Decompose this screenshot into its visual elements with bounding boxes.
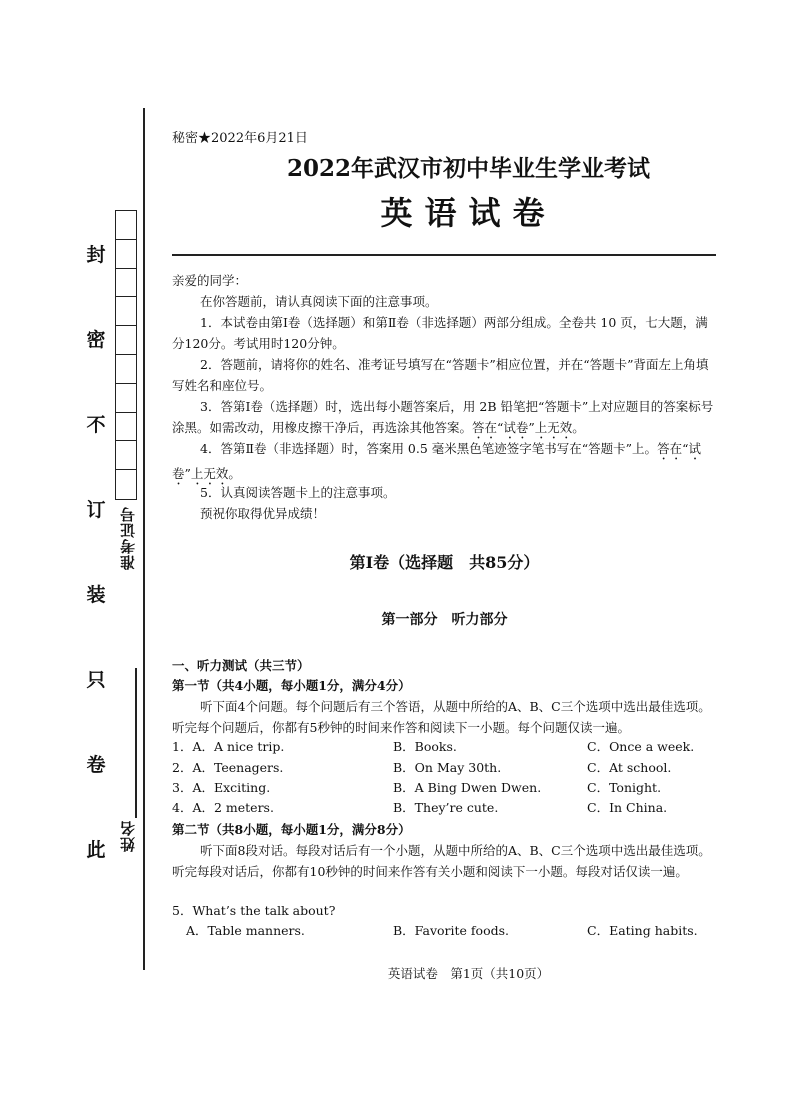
- option-a: A．Table manners.: [186, 923, 305, 938]
- binding-char: 密: [86, 329, 106, 351]
- option-b: B．A Bing Dwen Dwen.: [393, 780, 542, 795]
- binding-char: 不: [86, 414, 106, 436]
- option-a: 2．A．Teenagers.: [172, 760, 284, 775]
- binding-char: 卷: [86, 754, 106, 776]
- binding-char: 封: [86, 244, 106, 266]
- question-heading: 一、听力测试（共三节）: [172, 658, 310, 673]
- binding-line: [143, 108, 145, 970]
- name-label: 姓名: [119, 820, 137, 852]
- question-5: 5．What’s the talk about?: [172, 903, 336, 918]
- section-title: 第一部分 听力部分: [381, 612, 508, 628]
- notice-intro: 在你答题前，请认真阅读下面的注意事项。: [200, 294, 438, 309]
- option-c: C．Once a week.: [587, 739, 695, 754]
- notice-item-1: 1．本试卷由第Ⅰ卷（选择题）和第Ⅱ卷（非选择题）两部分组成。全卷共 10 页，七大题，满分120分。考试用时120分钟。: [172, 315, 708, 351]
- option-c: C．Tonight.: [587, 780, 662, 795]
- secret-date: 秘密★2022年6月21日: [172, 131, 308, 146]
- option-c: C．Eating habits.: [587, 923, 698, 938]
- exam-title: 2022年武汉市初中毕业生学业考试: [286, 155, 650, 182]
- subsection-1-heading: 第一节（共4小题，每小题1分，满分4分）: [172, 678, 411, 693]
- option-b: B．Favorite foods.: [393, 923, 509, 938]
- subject-title: 英语试卷: [380, 194, 557, 232]
- option-a: 3．A．Exciting.: [172, 780, 271, 795]
- binding-char: 此: [86, 839, 106, 861]
- exam-id-grid: [115, 210, 137, 500]
- greeting: 亲爱的同学：: [172, 273, 248, 288]
- option-a: 1．A．A nice trip.: [172, 739, 285, 754]
- header-rule: [172, 254, 716, 256]
- subsection-1-instructions: 听下面4个问题。每个问题后有三个答语，从题中所给的A、B、C三个选项中选出最佳选项。听完每个问题后，你都有5秒钟的时间来作答和阅读下一小题。每个问题仅读一遍。: [172, 699, 711, 735]
- option-a: 4．A．2 meters.: [172, 800, 274, 815]
- notice-item-3: 3．答第Ⅰ卷（选择题）时，选出每小题答案后，用 2B 铅笔把“答题卡”上对应题目的答案标号涂黑。如需改动，用橡皮擦干净后，再选涂其他答案。答在“试卷”上无效。: [172, 399, 714, 435]
- page-footer: 英语试卷 第1页（共10页）: [387, 966, 550, 981]
- emphasis-text: 答在“试卷”上无效: [172, 441, 701, 481]
- option-b: B．On May 30th.: [393, 760, 502, 775]
- good-luck: 预祝你取得优异成绩！: [200, 506, 326, 521]
- notice-item-5: 5．认真阅读答题卡上的注意事项。: [200, 485, 396, 500]
- name-underline: [135, 668, 137, 818]
- binding-char: 装: [86, 584, 106, 606]
- option-b: B．Books.: [393, 739, 457, 754]
- notice-item-2: 2．答题前，请将你的姓名、准考证号填写在“答题卡”相应位置，并在“答题卡”背面左上角填写姓名和座位号。: [172, 357, 709, 393]
- subsection-2-heading: 第二节（共8小题，每小题1分，满分8分）: [172, 822, 411, 837]
- notice-item-4: 4．答第Ⅱ卷（非选择题）时，答案用 0.5 毫米黑色笔迹签字笔书写在“答题卡”上。答在“试卷”上无效。: [172, 441, 701, 481]
- option-b: B．They’re cute.: [393, 800, 499, 815]
- binding-char: 订: [86, 499, 106, 521]
- exam-id-label: 准考证号: [119, 506, 137, 570]
- emphasis-text: 答在“试卷”上无效: [472, 420, 573, 435]
- option-c: C．In China.: [587, 800, 668, 815]
- option-c: C．At school.: [587, 760, 672, 775]
- binding-char: 只: [86, 669, 106, 691]
- part-title: 第Ⅰ卷（选择题 共85分）: [349, 553, 540, 572]
- subsection-2-instructions: 听下面8段对话。每段对话后有一个小题，从题中所给的A、B、C三个选项中选出最佳选项。听完每段对话后，你都有10秒钟的时间来作答有关小题和阅读下一小题。每段对话仅读一遍。: [172, 843, 711, 879]
